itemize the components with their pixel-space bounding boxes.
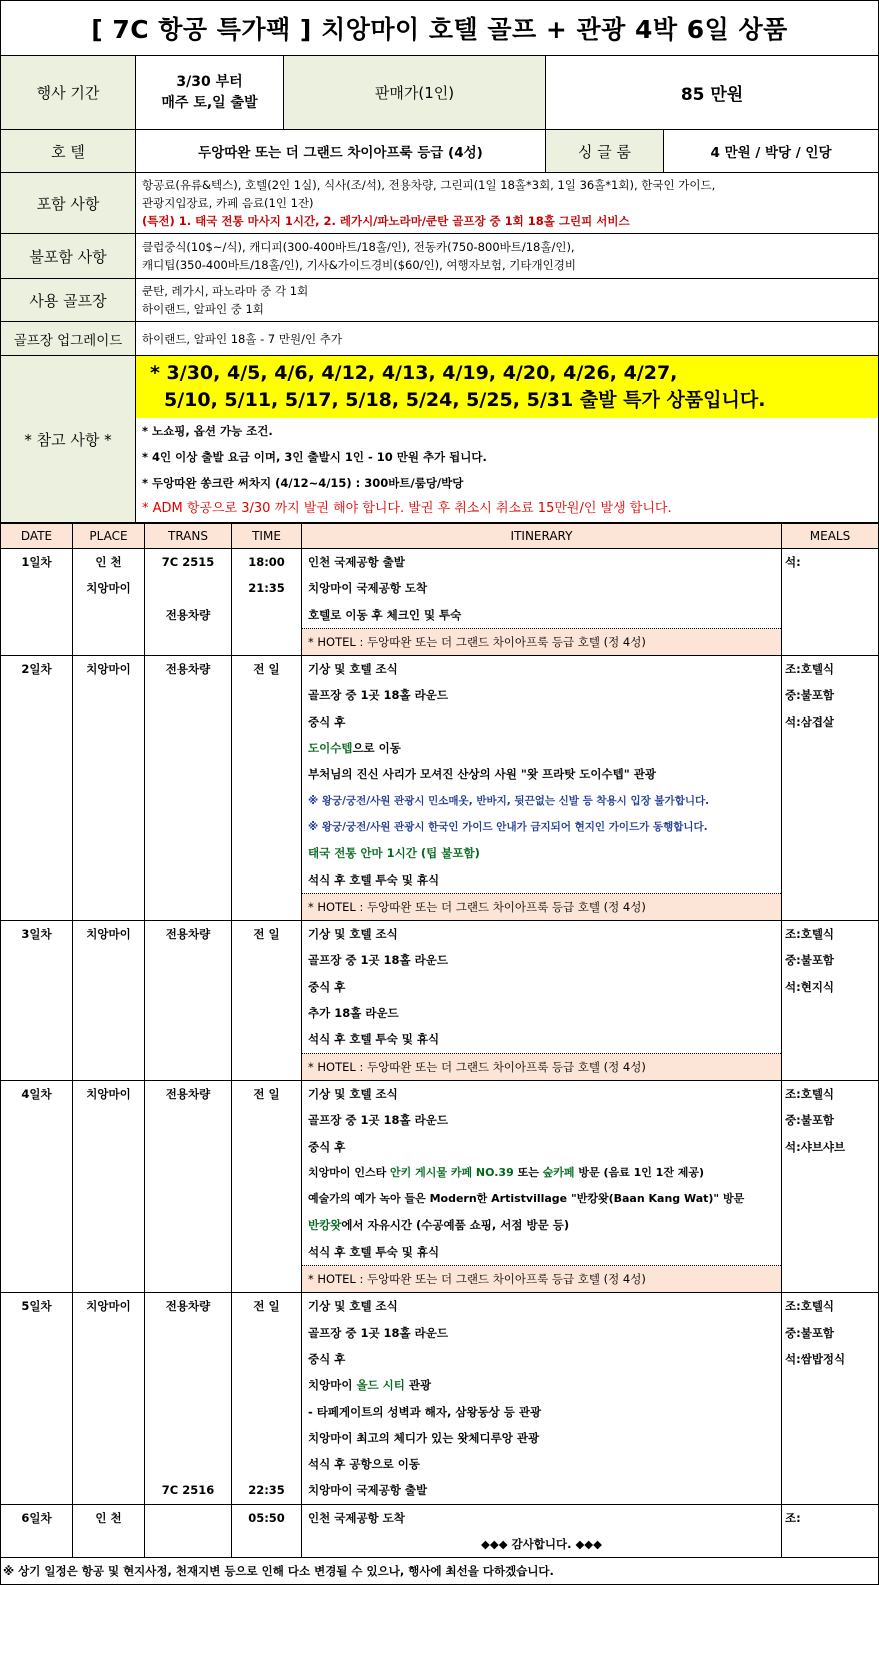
exclude-value: 클럽중식(10$~/식), 캐디피(300-400바트/18홀/인), 전동카(750-800바트/18홀/인), 캐디팁(350-400바트/18홀/인), 기사&가이드경비($60/인), 여행자보험, 기타개인경비 [136, 234, 879, 279]
notes-value: * 3/30, 4/5, 4/6, 4/12, 4/13, 4/19, 4/20, 4/26, 4/27, 5/10, 5/11, 5/17, 5/18, 5/24, 5/25, 5/31 출발 특가 상품입니다. * 노쇼핑, 옵션 가능 조건. * 4인 이상 출발 요금 이며, 3인 출발시 1인 - 10 만원 추가 됩니다. * 두앙따완 쏭크란 써차지 (4/12~4/15) : 300바트/룸당/박당 * ADM 항공으로 3/30 까지 발권 해야 합니다. 발권 후 취소시 취소료 15만원/인 발생 합니다. [136, 356, 879, 523]
day-row-4: 4일차 치앙마이 전용차량 전 일 기상 및 호텔 조식 골프장 중 1곳 18홀 라운드 중식 후 치앙마이 인스타 안키 게시물 카페 NO.39 또는 숲카페 방문 (음료 1인 1잔 제공) 예술가의 예가 녹아 들은 Modern한 Artistvillage "반캉왓(Baan Kang Wat)" 방문 반캉왓에서 자유시간 (수공예품 쇼핑, 서점 방문 등) 석식 후 호텔 투숙 및 휴식 * HOTEL : 두앙따완 또는 더 그랜드 차이아프룩 등급 호텔 (정 4성) 조:호텔식 중:불포함 석:샤브샤브 [1, 1080, 879, 1292]
special-dates-banner: * 3/30, 4/5, 4/6, 4/12, 4/13, 4/19, 4/20, 4/26, 4/27, 5/10, 5/11, 5/17, 5/18, 5/24, 5/25, 5/31 출발 특가 상품입니다. [136, 356, 878, 418]
schedule-table [0, 523, 879, 1585]
day-row-1: 1일차 인 천 치앙마이 7C 2515 전용차량 18:00 21:35 인천 국제공항 출발 치앙마이 국제공항 도착 호텔로 이동 후 체크인 및 투숙 * HOTEL : 두앙따완 또는 더 그랜드 차이아프룩 등급 호텔 (정 4성) 석: [1, 549, 879, 656]
exclude-label: 불포함 사항 [1, 234, 136, 279]
disclaimer-footer: ※ 상기 일정은 항공 및 현지사정, 천재지변 등으로 인해 다소 변경될 수 있으나, 행사에 최선을 다하겠습니다. [1, 1558, 879, 1585]
upgrade-label: 골프장 업그레이드 [1, 322, 136, 356]
day-row-6: 6일차 인 천 05:50 인천 국제공항 도착 ◆◆◆ 감사합니다. ◆◆◆ 조: [1, 1504, 879, 1558]
page-title: [ 7C 항공 특가팩 ] 치앙마이 호텔 골프 + 관광 4박 6일 상품 [1, 1, 879, 56]
single-room-label: 싱 글 룸 [546, 130, 664, 173]
period-label: 행사 기간 [1, 56, 136, 130]
hotel-label: 호 텔 [1, 130, 136, 173]
notes-label: * 참고 사항 * [1, 356, 136, 523]
include-value: 항공료(유류&텍스), 호텔(2인 1실), 식사(조/석), 전용차량, 그린피(1일 18홀*3회, 1일 36홀*1회), 한국인 가이드, 관광지입장료, 카페 음료(1인 1잔) (특전) 1. 태국 전통 마사지 1시간, 2. 레가시/파노라마/쿤탄 골프장 중 1회 18홀 그린피 서비스 [136, 173, 879, 234]
upgrade-value: 하이랜드, 알파인 18홀 - 7 만원/인 추가 [136, 322, 879, 356]
day-row-5: 5일차 치앙마이 전용차량 7C 2516 전 일 22:35 기상 및 호텔 조식 골프장 중 1곳 18홀 라운드 중식 후 치앙마이 올드 시티 관광 - 타페게이트의 성벽과 해자, 삼왕동상 등 관광 치앙마이 최고의 체디가 있는 왓체디루앙 관광 석식 후 공항으로 이동 치앙마이 국제공항 출발 조:호텔식 중:불포함 석:쌈밥정식 [1, 1293, 879, 1504]
price-value: 85 만원 [546, 56, 879, 130]
course-label: 사용 골프장 [1, 279, 136, 322]
schedule-header: DATE PLACE TRANS TIME ITINERARY MEALS [1, 524, 879, 549]
include-label: 포함 사항 [1, 173, 136, 234]
hotel-value: 두앙따완 또는 더 그랜드 차이아프룩 등급 (4성) [136, 130, 546, 173]
course-value: 쿤탄, 레가시, 파노라마 중 각 1회 하이랜드, 알파인 중 1회 [136, 279, 879, 322]
price-label: 판매가(1인) [284, 56, 546, 130]
info-table [0, 0, 879, 523]
day-row-2: 2일차 치앙마이 전용차량 전 일 기상 및 호텔 조식 골프장 중 1곳 18홀 라운드 중식 후 도이수텝으로 이동 부처님의 진신 사리가 모셔진 산상의 사원 "왓 프라탓 도이수텝" 관광 ※ 왕궁/궁전/사원 관광시 민소매옷, 반바지, 뒷끈없는 신발 등 착용시 입장 불가합니다. ※ 왕궁/궁전/사원 관광시 한국인 가이드 안내가 금지되어 현지인 가이드가 동행합니다. 태국 전통 안마 1시간 (팁 불포함) 석식 후 호텔 투숙 및 휴식 * HOTEL : 두앙따완 또는 더 그랜드 차이아프룩 등급 호텔 (정 4성) 조:호텔식 중:불포함 석:삼겹살 [1, 656, 879, 921]
day-row-3: 3일차 치앙마이 전용차량 전 일 기상 및 호텔 조식 골프장 중 1곳 18홀 라운드 중식 후 추가 18홀 라운드 석식 후 호텔 투숙 및 휴식 * HOTEL : 두앙따완 또는 더 그랜드 차이아프룩 등급 호텔 (정 4성) 조:호텔식 중:불포함 석:현지식 [1, 921, 879, 1081]
single-room-value: 4 만원 / 박당 / 인당 [664, 130, 879, 173]
period-value: 3/30 부터 매주 토,일 출발 [136, 56, 284, 130]
